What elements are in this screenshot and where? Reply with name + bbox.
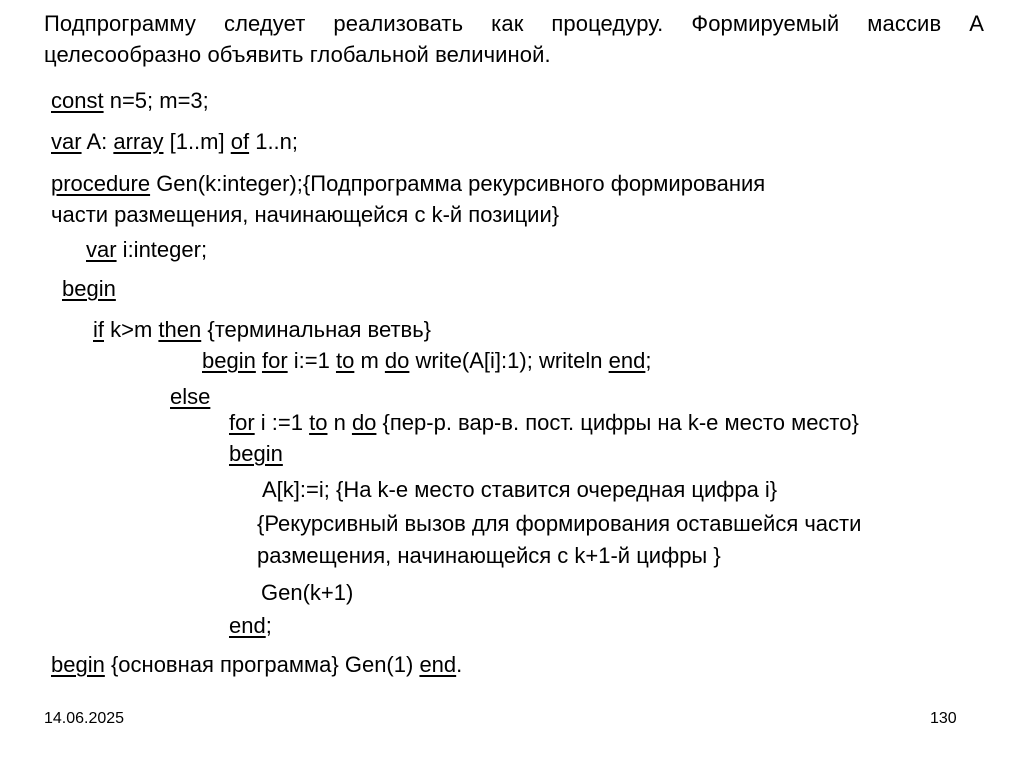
- keyword: array: [113, 129, 164, 154]
- code-text: m: [354, 348, 385, 373]
- keyword: of: [230, 129, 250, 154]
- keyword: procedure: [51, 171, 151, 196]
- code-text: i:=1: [287, 348, 336, 373]
- code-line-begin-1: [62, 276, 116, 302]
- page-number: 130: [930, 710, 957, 727]
- keyword: to: [309, 410, 328, 435]
- code-line-assign: [262, 477, 777, 503]
- code-line-else: [170, 384, 210, 410]
- code-line-comment-2: [257, 543, 721, 569]
- code-text: n: [327, 410, 352, 435]
- code-text: части размещения, начинающейся с k-й позиции}: [51, 202, 560, 227]
- keyword: if: [93, 317, 104, 342]
- keyword: const: [51, 88, 104, 113]
- code-line-var-a: [51, 129, 298, 155]
- code-text: k>m: [104, 317, 159, 342]
- code-text: A[k]:=i; {На k-е место ставится очередная цифра i}: [262, 477, 778, 502]
- code-line-var-i: [86, 237, 207, 263]
- code-text: {основная программа} Gen(1): [104, 652, 420, 677]
- keyword: do: [384, 348, 410, 373]
- intro-paragraph: Подпрограмму следует реализовать как процедуру. Формируемый массив A целесообразно объявить глобальной величиной.: [44, 11, 984, 67]
- footer-date: 14.06.2025: [44, 710, 125, 727]
- keyword: begin: [62, 276, 116, 301]
- keyword: to: [335, 348, 355, 373]
- code-line-procedure-cont: [51, 202, 559, 228]
- code-line-gen-call: [261, 580, 353, 606]
- keyword: else: [170, 384, 211, 409]
- code-text: [1..m]: [163, 129, 231, 154]
- keyword: then: [158, 317, 202, 342]
- code-text: Gen(k+1): [261, 580, 354, 605]
- code-text: write(A[i]:1); writeln: [409, 348, 609, 373]
- keyword: var: [86, 237, 117, 262]
- code-text: i :=1: [254, 410, 310, 435]
- code-text: A:: [81, 129, 114, 154]
- code-line-comment-1: [257, 511, 861, 537]
- keyword: begin: [202, 348, 256, 373]
- keyword: end: [608, 348, 646, 373]
- keyword: end: [419, 652, 457, 677]
- code-text: ;: [645, 348, 652, 373]
- keyword: do: [351, 410, 377, 435]
- code-text: i:integer;: [116, 237, 208, 262]
- code-line-if: [93, 317, 431, 343]
- code-line-const: [51, 88, 209, 114]
- code-text: {терминальная ветвь}: [201, 317, 432, 342]
- keyword: for: [229, 410, 255, 435]
- keyword: begin: [229, 441, 283, 466]
- keyword: var: [51, 129, 82, 154]
- keyword: for: [261, 348, 288, 373]
- code-text: {Рекурсивный вызов для формирования оставшейся части: [257, 511, 862, 536]
- code-text: .: [456, 652, 463, 677]
- code-line-begin-for: [202, 348, 651, 374]
- code-line-main: [51, 652, 462, 678]
- code-line-procedure: [51, 171, 765, 197]
- code-line-for-n: [229, 410, 859, 436]
- code-text: {пер-р. вар-в. пост. цифры на k-е место место}: [376, 410, 859, 435]
- code-line-end-1: [229, 613, 272, 639]
- keyword: end: [229, 613, 266, 638]
- keyword: begin: [51, 652, 105, 677]
- code-text: ;: [265, 613, 272, 638]
- code-text: 1..n;: [249, 129, 299, 154]
- code-text: n=5; m=3;: [103, 88, 209, 113]
- code-text: размещения, начинающейся с k+1-й цифры }: [257, 543, 721, 568]
- code-text: Gen(k:integer);{Подпрограмма рекурсивного формирования: [150, 171, 766, 196]
- code-line-begin-2: [229, 441, 283, 467]
